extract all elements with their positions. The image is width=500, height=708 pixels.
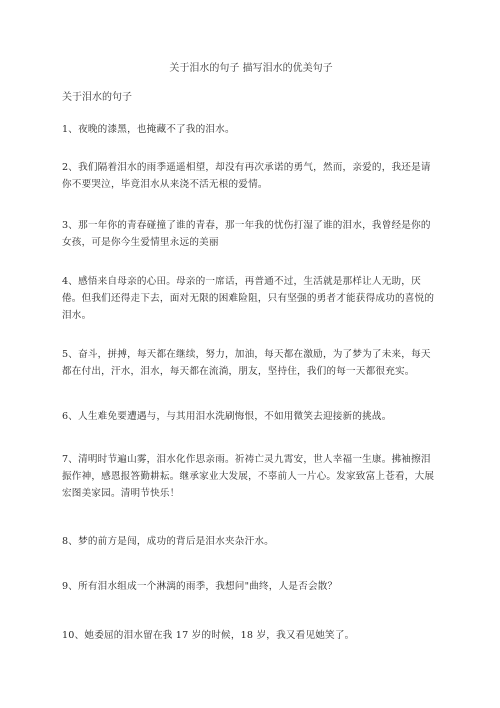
section-heading: 关于泪水的句子 [62,92,132,103]
list-item: 3、那一年你的青春碰撞了谁的青春，那一年我的忧伤打湿了谁的泪水，我曾经是你的女孩，可是你今生爱情里永远的美丽 [62,220,431,248]
list-item: 9、所有泪水组成一个淋漓的雨季，我想问"曲终，人是否会散？ [62,581,338,592]
sentence-list [62,121,440,644]
list-item: 1、夜晚的漆黑，也掩藏不了我的泪水。 [62,124,235,135]
list-item: 7、清明时节遍山雾，泪水化作思亲雨。祈祷亡灵九霄安，世人幸福一生康。拂袖擦泪振作神，感恩报答勤耕耘。继承家业大发展，不辜前人一片心。发家致富上苍看，大展宏图美家园。清明节快乐！ [62,454,435,499]
list-item: 6、人生难免要遭遇与，与其用泪水洗刷悔恨，不如用微笑去迎接新的挑战。 [62,411,392,422]
list-item: 4、感悟来自母亲的心田。母亲的一席话，再普通不过，生活就是那样让人无助，厌倦。但我们还得走下去，面对无限的困难险阻，只有坚强的勇者才能获得成功的喜悦的泪水。 [62,276,435,321]
document-title: 关于泪水的句子 描写泪水的优美句子 [169,63,333,74]
list-item: 2、我们隔着泪水的雨季遥遥相望，却没有再次承诺的勇气，然而，亲爱的，我还是请你不要哭泣，毕竟泪水从来浇不活无根的爱情。 [62,162,431,190]
list-item: 8、梦的前方是闯，成功的背后是泪水夹杂汗水。 [62,536,274,547]
list-item: 5、奋斗，拼搏，每天都在继续，努力，加油，每天都在激励，为了梦为了未来，每天都在付出，汗水，泪水，每天都在流淌，朋友，坚持住，我们的每一天都很充实。 [62,349,431,377]
list-item: 10、她委屈的泪水留在我 17 岁的时候，18 岁，我又看见她笑了。 [62,630,355,641]
